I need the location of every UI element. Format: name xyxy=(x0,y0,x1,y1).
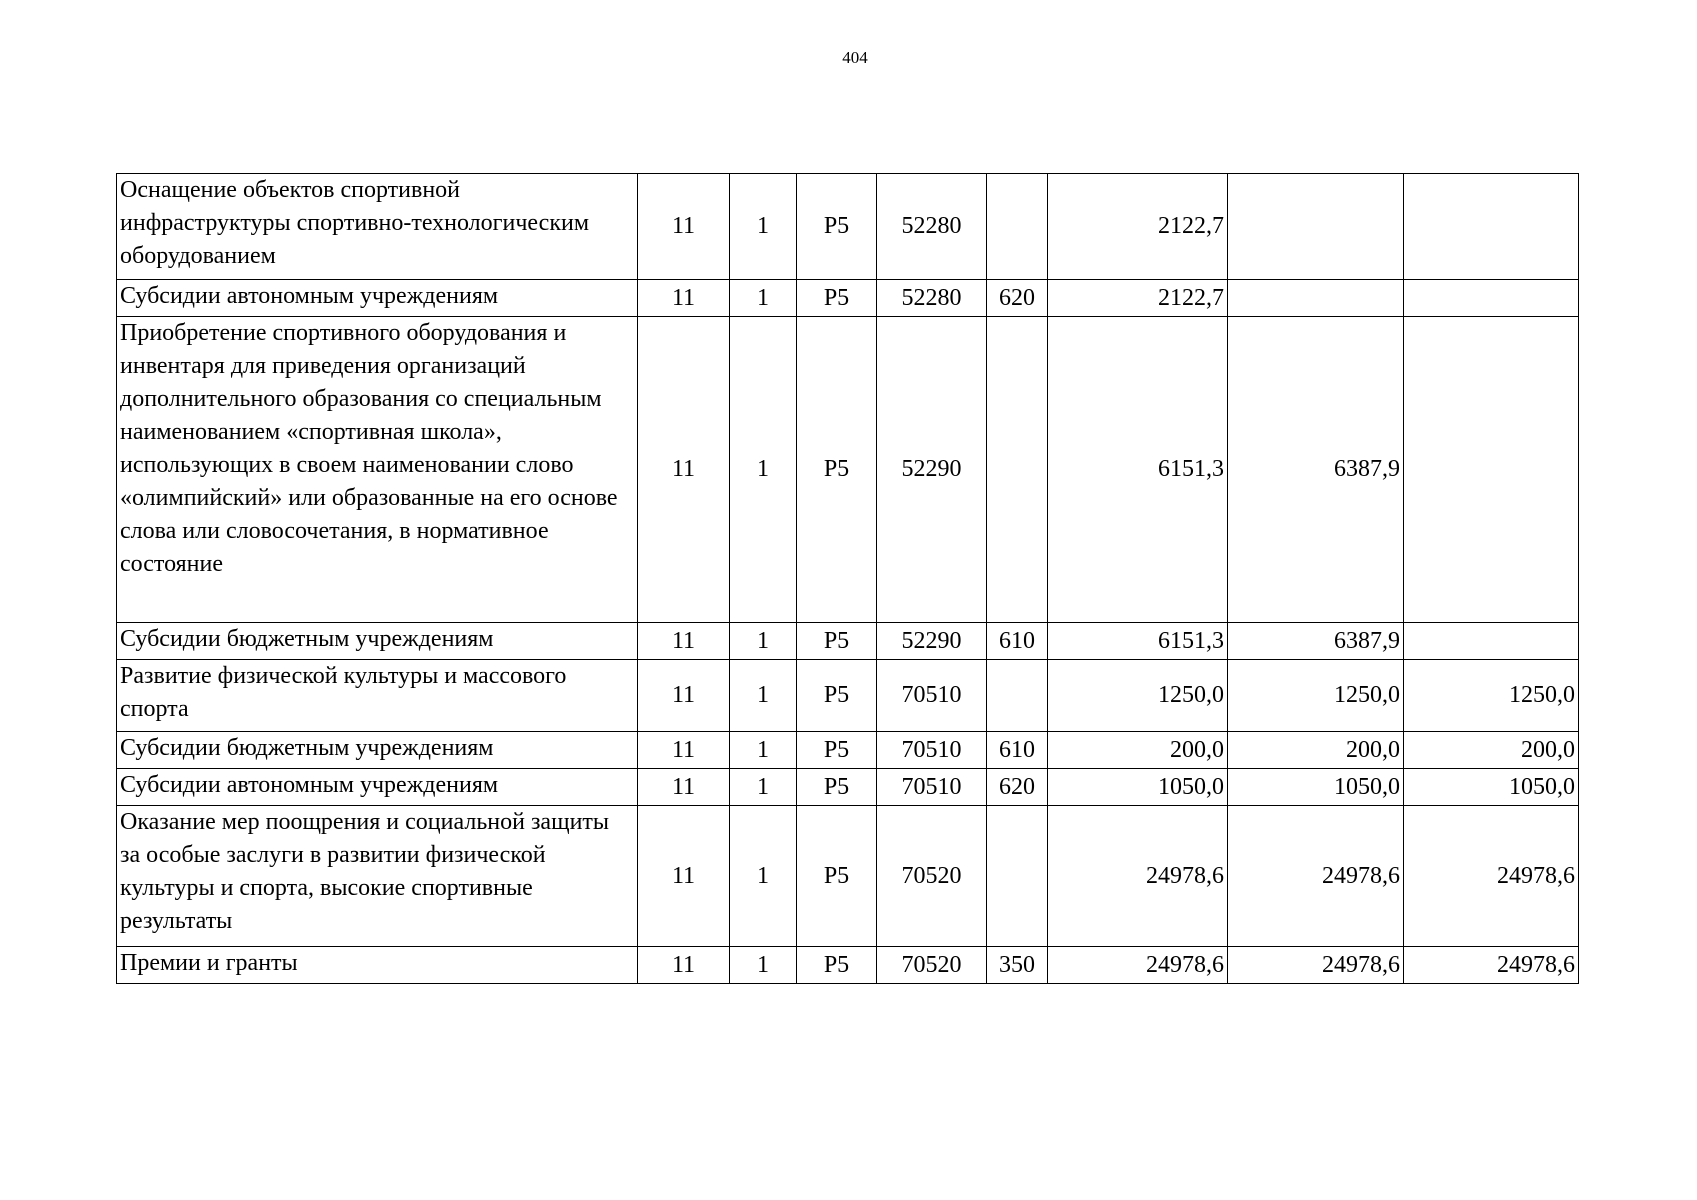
expense-type-code: 620 xyxy=(987,769,1048,806)
amount-1: 24978,6 xyxy=(1048,806,1228,947)
program-code: P5 xyxy=(797,660,877,732)
section-code: 11 xyxy=(638,174,730,280)
amount-1: 2122,7 xyxy=(1048,280,1228,317)
target-code: 52280 xyxy=(877,280,987,317)
expense-type-code xyxy=(987,806,1048,947)
amount-2: 1250,0 xyxy=(1228,660,1404,732)
program-code: P5 xyxy=(797,732,877,769)
section-code: 11 xyxy=(638,660,730,732)
amount-1: 1050,0 xyxy=(1048,769,1228,806)
amount-3 xyxy=(1404,623,1579,660)
table-row xyxy=(117,174,1579,280)
amount-2 xyxy=(1228,280,1404,317)
subsection-code: 1 xyxy=(730,947,797,984)
row-name: Субсидии бюджетным учреждениям xyxy=(117,623,638,660)
target-code: 52280 xyxy=(877,174,987,280)
expense-type-code xyxy=(987,660,1048,732)
table-row xyxy=(117,660,1579,732)
section-code: 11 xyxy=(638,806,730,947)
amount-2: 1050,0 xyxy=(1228,769,1404,806)
target-code: 70520 xyxy=(877,947,987,984)
target-code: 52290 xyxy=(877,623,987,660)
amount-2: 24978,6 xyxy=(1228,806,1404,947)
amount-3: 1050,0 xyxy=(1404,769,1579,806)
section-code: 11 xyxy=(638,280,730,317)
row-name: Оказание мер поощрения и социальной защиты за особые заслуги в развитии физической культуры и спорта, высокие спортивные результаты xyxy=(117,806,638,947)
program-code: P5 xyxy=(797,280,877,317)
amount-3: 24978,6 xyxy=(1404,947,1579,984)
program-code: P5 xyxy=(797,769,877,806)
expense-type-code: 350 xyxy=(987,947,1048,984)
subsection-code: 1 xyxy=(730,806,797,947)
amount-3 xyxy=(1404,317,1579,623)
amount-2: 6387,9 xyxy=(1228,317,1404,623)
program-code: P5 xyxy=(797,623,877,660)
expense-type-code: 620 xyxy=(987,280,1048,317)
amount-1: 1250,0 xyxy=(1048,660,1228,732)
subsection-code: 1 xyxy=(730,317,797,623)
table-row xyxy=(117,769,1579,806)
expense-type-code: 610 xyxy=(987,623,1048,660)
subsection-code: 1 xyxy=(730,769,797,806)
row-name: Приобретение спортивного оборудования и инвентаря для приведения организаций дополнительного образования со специальным наименованием «спортивная школа», использующих в своем наименовании слово «олимпийский» или образованные на его основе слова или словосочетания, в нормативное состояние xyxy=(117,317,638,623)
expense-type-code xyxy=(987,317,1048,623)
section-code: 11 xyxy=(638,947,730,984)
section-code: 11 xyxy=(638,732,730,769)
amount-2: 200,0 xyxy=(1228,732,1404,769)
row-name: Премии и гранты xyxy=(117,947,638,984)
program-code: P5 xyxy=(797,317,877,623)
table-row xyxy=(117,947,1579,984)
row-name: Оснащение объектов спортивной инфраструктуры спортивно-технологическим оборудованием xyxy=(117,174,638,280)
amount-3: 24978,6 xyxy=(1404,806,1579,947)
subsection-code: 1 xyxy=(730,623,797,660)
subsection-code: 1 xyxy=(730,174,797,280)
amount-2: 6387,9 xyxy=(1228,623,1404,660)
program-code: P5 xyxy=(797,806,877,947)
row-name: Субсидии автономным учреждениям xyxy=(117,769,638,806)
budget-table xyxy=(116,173,1579,984)
target-code: 52290 xyxy=(877,317,987,623)
table-row xyxy=(117,806,1579,947)
amount-3: 200,0 xyxy=(1404,732,1579,769)
section-code: 11 xyxy=(638,317,730,623)
page-number: 404 xyxy=(842,48,868,67)
section-code: 11 xyxy=(638,623,730,660)
program-code: P5 xyxy=(797,174,877,280)
amount-3: 1250,0 xyxy=(1404,660,1579,732)
amount-1: 24978,6 xyxy=(1048,947,1228,984)
amount-2 xyxy=(1228,174,1404,280)
expense-type-code xyxy=(987,174,1048,280)
row-name: Субсидии автономным учреждениям xyxy=(117,280,638,317)
program-code: P5 xyxy=(797,947,877,984)
section-code: 11 xyxy=(638,769,730,806)
amount-1: 6151,3 xyxy=(1048,317,1228,623)
amount-3 xyxy=(1404,174,1579,280)
row-name: Развитие физической культуры и массового спорта xyxy=(117,660,638,732)
row-name: Субсидии бюджетным учреждениям xyxy=(117,732,638,769)
target-code: 70510 xyxy=(877,660,987,732)
subsection-code: 1 xyxy=(730,732,797,769)
subsection-code: 1 xyxy=(730,660,797,732)
amount-1: 2122,7 xyxy=(1048,174,1228,280)
amount-3 xyxy=(1404,280,1579,317)
table-row xyxy=(117,732,1579,769)
target-code: 70510 xyxy=(877,769,987,806)
table-row xyxy=(117,623,1579,660)
expense-type-code: 610 xyxy=(987,732,1048,769)
table-row xyxy=(117,317,1579,623)
amount-1: 6151,3 xyxy=(1048,623,1228,660)
subsection-code: 1 xyxy=(730,280,797,317)
amount-2: 24978,6 xyxy=(1228,947,1404,984)
table-row xyxy=(117,280,1579,317)
target-code: 70510 xyxy=(877,732,987,769)
amount-1: 200,0 xyxy=(1048,732,1228,769)
target-code: 70520 xyxy=(877,806,987,947)
